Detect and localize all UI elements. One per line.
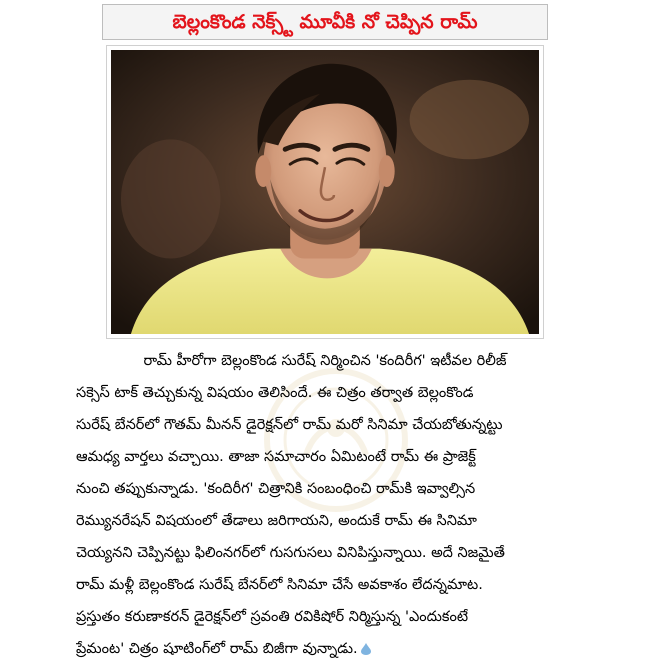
article-line: రెమ్యునరేషన్ విషయంలో తేడాలు జరిగాయని, అందుకే రామ్ ఈ సినిమా bbox=[76, 513, 477, 529]
article-line: రామ్ హీరోగా బెల్లంకొండ సురేష్ నిర్మించిన 'కందిరీగ' ఇటీవల రిలీజ్ bbox=[143, 353, 507, 369]
article-line: సురేష్ బేనర్‌లో గౌతమ్ మీనన్ డైరెక్షన్‌లో రామ్ మరో సినిమా చేయబోతున్నట్టు bbox=[76, 417, 503, 433]
photo-frame bbox=[106, 45, 544, 339]
article-line: చెయ్యనని చెప్పినట్టు ఫిలింనగర్‌లో గుసగుసలు వినిపిస్తున్నాయి. అదే నిజమైతే bbox=[76, 545, 505, 561]
water-drop-icon bbox=[361, 643, 371, 655]
article-line: సక్సెస్ టాక్ తెచ్చుకున్న విషయం తెలిసిందే. ఈ చిత్రం తర్వాత బెల్లంకొండ bbox=[76, 385, 474, 401]
article-line: రామ్ మళ్లీ బెల్లంకొండ సురేష్ బేనర్‌లో సినిమా చేసే అవకాశం లేదన్నమాట. bbox=[76, 577, 483, 593]
article-body bbox=[76, 345, 574, 657]
actor-photo bbox=[111, 50, 539, 334]
headline-box bbox=[102, 4, 548, 40]
article-last-line bbox=[76, 633, 574, 665]
article-line-text: ప్రేమంట' చిత్రం షూటింగ్‌లో రామ్ బిజీగా వున్నాడు. bbox=[76, 641, 358, 657]
article-line: నుంచి తప్పుకున్నాడు. 'కందిరీగ' చిత్రానికి సంబంధించి రామ్‌కి ఇవ్వాల్సిన bbox=[76, 481, 476, 497]
article-line: ఆమధ్య వార్తలు వచ్చాయి. తాజా సమాచారం ఏమిటంటే రామ్ ఈ ప్రాజెక్ట్ bbox=[76, 449, 476, 465]
headline: బెల్లంకొండ నెక్స్ట్ మూవీకి నో చెప్పిన రామ్ bbox=[172, 10, 478, 33]
article-line: ప్రస్తుతం కరుణాకరన్ డైరెక్షన్‌లో స్రవంతి రవికిషోర్ నిర్మిస్తున్న 'ఎందుకంటే bbox=[76, 609, 469, 625]
